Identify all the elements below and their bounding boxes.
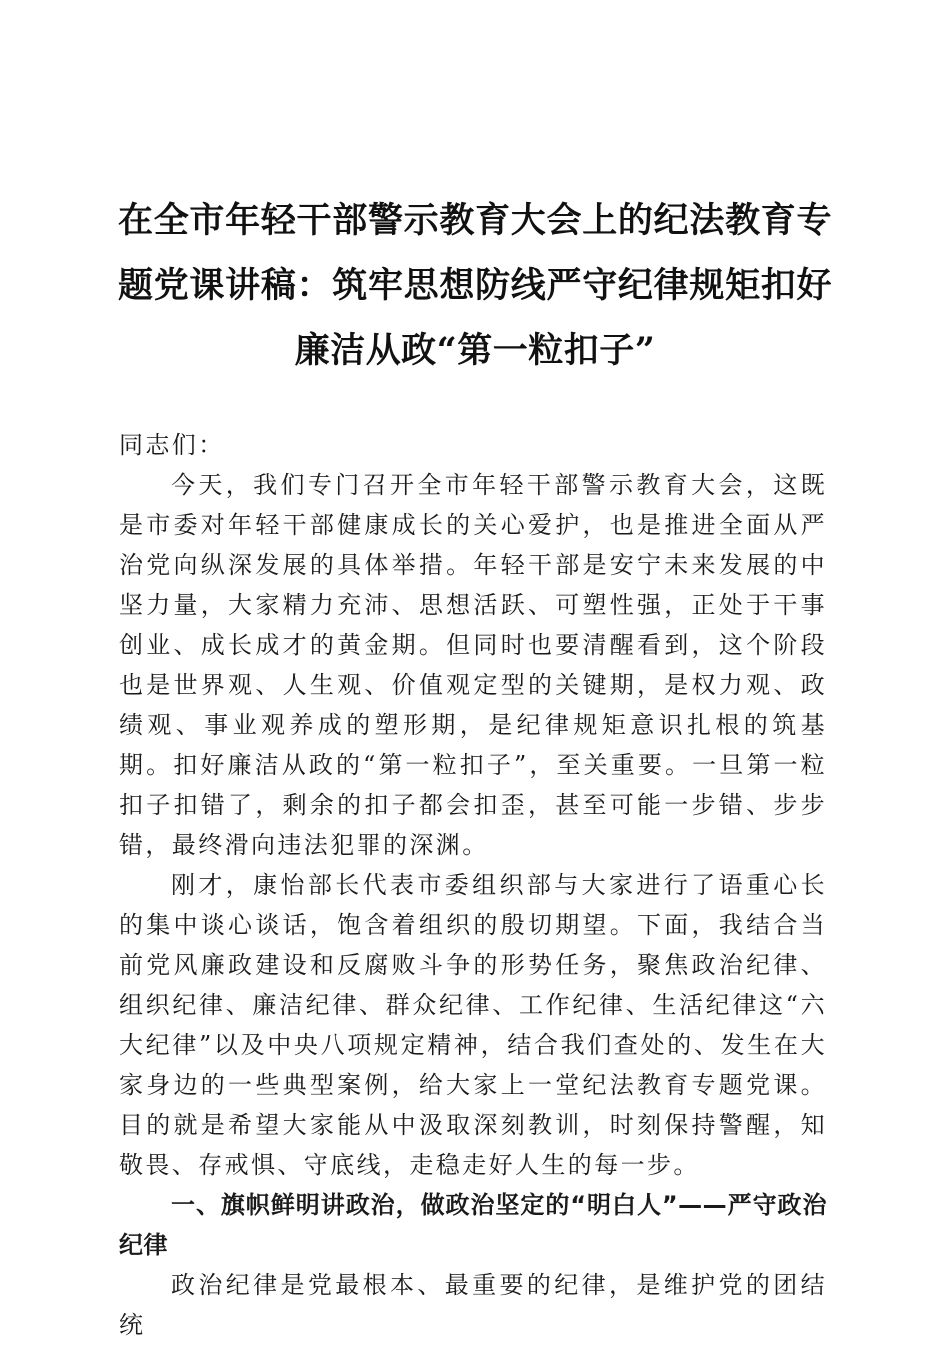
section-heading-1: 一、旗帜鲜明讲政治，做政治坚定的“明白人”——严守政治纪律: [119, 1191, 827, 1259]
body-paragraph-2: 刚才，康怡部长代表市委组织部与大家进行了语重心长的集中谈心谈话，饱含着组织的殷切期望。下面，我结合当前党风廉政建设和反腐败斗争的形势任务，聚焦政治纪律、组织纪律、廉洁纪律、群众纪律、工作纪律、生活纪律这“六大纪律”以及中央八项规定精神，结合我们查处的、发生在大家身边的一些典型案例，给大家上一堂纪法教育专题党课。目的就是希望大家能从中汲取深刻教训，时刻保持警醒，知敬畏、存戒惧、守底线，走稳走好人生的每一步。: [119, 871, 827, 1179]
document-body: [119, 425, 827, 1345]
section-paragraph-1: 政治纪律是党最根本、最重要的纪律，是维护党的团结统: [119, 1271, 827, 1339]
document-title: 在全市年轻干部警示教育大会上的纪法教育专题党课讲稿：筑牢思想防线严守纪律规矩扣好廉洁从政“第一粒扣子”: [118, 200, 832, 371]
salutation: 同志们：: [119, 431, 225, 459]
body-paragraph-1: 今天，我们专门召开全市年轻干部警示教育大会，这既是市委对年轻干部健康成长的关心爱护，也是推进全面从严治党向纵深发展的具体举措。年轻干部是安宁未来发展的中坚力量，大家精力充沛、思想活跃、可塑性强，正处于干事创业、成长成才的黄金期。但同时也要清醒看到，这个阶段也是世界观、人生观、价值观定型的关键期，是权力观、政绩观、事业观养成的塑形期，是纪律规矩意识扎根的筑基期。扣好廉洁从政的“第一粒扣子”，至关重要。一旦第一粒扣子扣错了，剩余的扣子都会扣歪，甚至可能一步错、步步错，最终滑向违法犯罪的深渊。: [119, 471, 827, 859]
